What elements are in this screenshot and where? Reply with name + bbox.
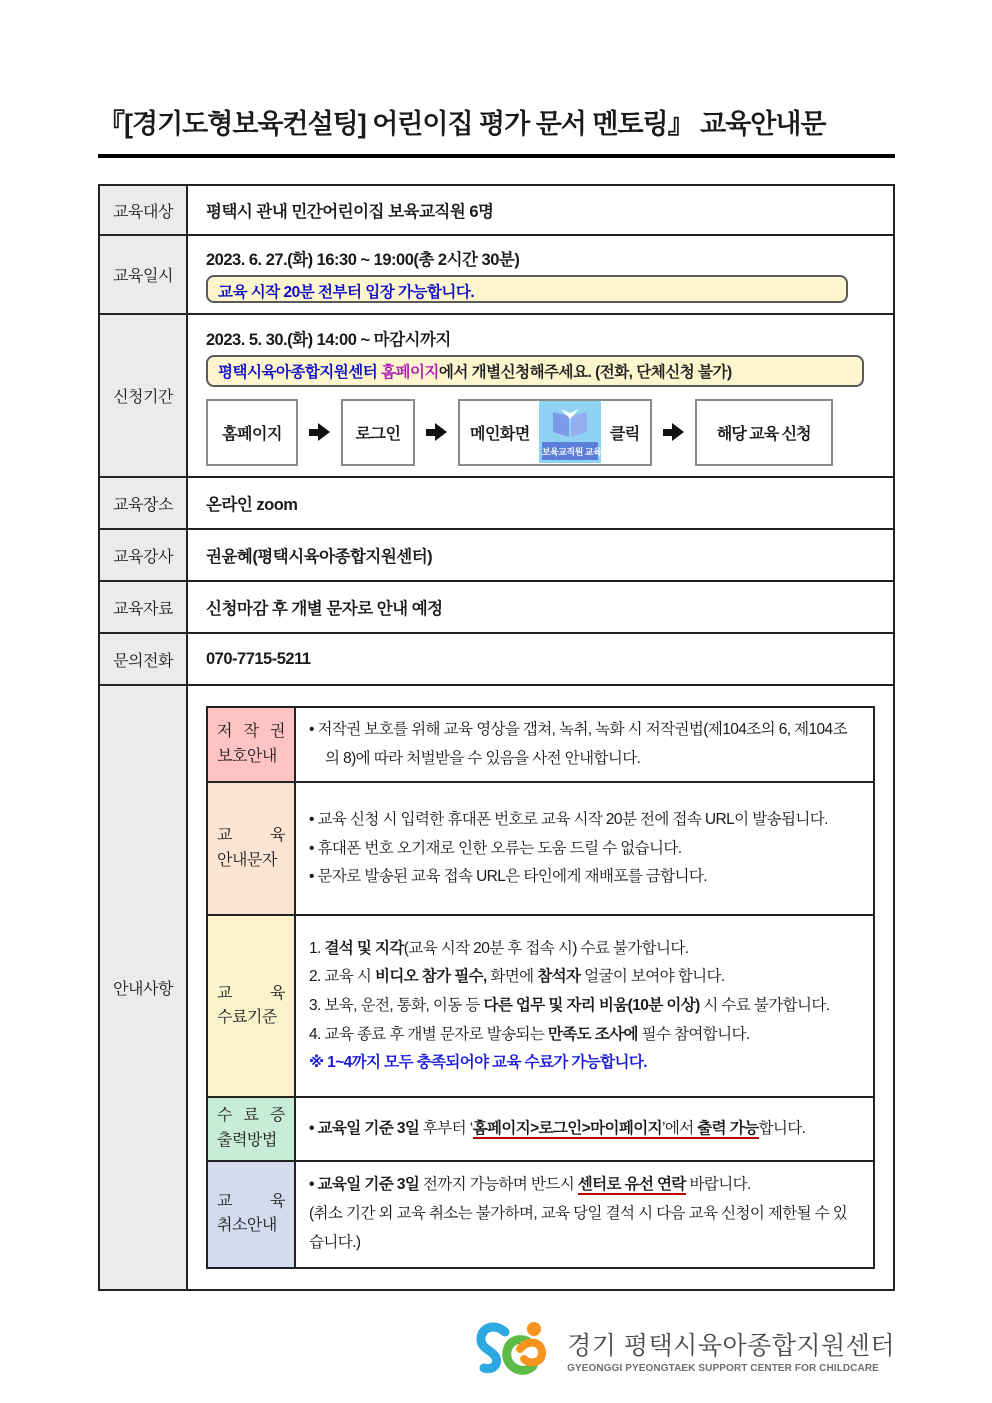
application-flow-diagram	[206, 399, 875, 466]
row-materials-label: 교육자료	[100, 582, 188, 632]
completion-note: ※ 1~4까지 모두 충족되어야 교육 수료가 가능합니다.	[309, 1054, 647, 1072]
education-info-table	[98, 184, 895, 1291]
apply-note-box	[206, 355, 864, 387]
flow-step-main-label: 메인화면	[470, 425, 530, 443]
org-name-english: GYEONGGI PYEONGTAEK SUPPORT CENTER FOR CHILDCARE	[567, 1362, 879, 1374]
instructor-text: 권윤혜(평택시육아종합지원센터)	[206, 548, 433, 566]
cancel-label	[208, 1162, 296, 1267]
guidance-row-copyright	[208, 708, 873, 783]
materials-text: 신청마감 후 개별 문자로 안내 예정	[206, 600, 443, 618]
datetime-text: 2023. 6. 27.(화) 16:30 ~ 19:00(총 2시간 30분)	[206, 251, 520, 269]
guidance-row-certificate	[208, 1098, 873, 1162]
sms-content	[296, 783, 873, 914]
footer	[98, 1318, 895, 1382]
apply-note-homepage: 홈페이지	[381, 363, 439, 381]
row-place-label: 교육장소	[100, 478, 188, 528]
apply-note-center: 평택시육아종합지원센터	[218, 363, 382, 381]
cancel-label-line1: 교 육	[217, 1192, 285, 1210]
row-instructor	[100, 530, 893, 582]
copyright-text: • 저작권 보호를 위해 교육 영상을 갭쳐, 녹취, 녹화 시 저작권법(제104조의 6, 제104조의 8)에 따라 처벌받을 수 있음을 사전 안내합니다.	[309, 721, 847, 767]
apply-note-restriction: (전화, 단체신청 불가)	[595, 363, 732, 381]
completion-item-3: 3. 보육, 운전, 통화, 이동 등 다른 업무 및 자리 비움(10분 이상) 시 수료 불가합니다.	[309, 997, 830, 1014]
document-page	[98, 0, 895, 1382]
completion-label	[208, 916, 296, 1096]
target-text: 평택시 관내 민간어린이집 보육교직원 6명	[206, 203, 494, 221]
row-apply-period-label: 신청기간	[100, 315, 188, 476]
page-title: 『[경기도형보육컨설팅] 어린이집 평가 문서 멘토링』 교육안내문	[98, 102, 895, 158]
flow-step-click-label: 클릭	[609, 425, 640, 443]
sms-bullet-1: • 교육 신청 시 입력한 휴대폰 번호로 교육 시작 20분 전에 접속 URL이 발송됩니다.	[309, 810, 828, 828]
cancel-content	[296, 1162, 873, 1267]
flow-step-homepage	[206, 399, 298, 466]
row-guidance	[100, 686, 893, 1289]
flow-step-login-label: 로그인	[355, 425, 401, 443]
flow-step-apply	[695, 399, 833, 466]
guidance-table	[206, 706, 875, 1269]
copyright-content	[296, 708, 873, 781]
row-phone-value	[188, 634, 893, 684]
row-place-value	[188, 478, 893, 528]
row-apply-period	[100, 315, 893, 478]
row-phone-label: 문의전화	[100, 634, 188, 684]
cancel-extra-text: (취소 기간 외 교육 취소는 불가하며, 교육 당일 결석 시 다음 교육 신청이 제한될 수 있습니다.)	[309, 1205, 848, 1251]
completion-item-1: 1. 결석 및 지각(교육 시작 20분 후 접속 시) 수료 불가합니다.	[309, 939, 689, 957]
sms-label-line2: 안내문자	[217, 851, 277, 869]
arrow-right-icon	[663, 423, 684, 441]
guidance-row-completion	[208, 916, 873, 1098]
guidance-row-sms	[208, 783, 873, 916]
apply-note-text: 에서 개별신청해주세요.	[438, 363, 596, 381]
row-apply-period-value	[188, 315, 893, 476]
phone-text: 070-7715-5211	[206, 649, 311, 668]
row-instructor-value	[188, 530, 893, 580]
sms-bullet-2: • 휴대폰 번호 오기재로 인한 오류는 도움 드릴 수 없습니다.	[309, 839, 682, 857]
row-target-value	[188, 186, 893, 234]
row-datetime	[100, 236, 893, 315]
guidance-row-cancel	[208, 1162, 873, 1267]
completion-label-line2: 수료기준	[217, 1009, 277, 1027]
flow-step-main-click	[458, 399, 652, 466]
entry-note-box	[206, 275, 848, 303]
completion-item-4: 4. 교육 종료 후 개별 문자로 발송되는 만족도 조사에 필수 참여합니다.	[309, 1025, 750, 1043]
certificate-content	[296, 1098, 873, 1160]
sms-label-line1: 교 육	[217, 827, 285, 845]
teacher-education-icon	[539, 401, 601, 463]
certificate-label-line1: 수 료 증	[217, 1107, 285, 1125]
org-name-block	[567, 1326, 895, 1374]
certificate-text: • 교육일 기준 3일 후부터 ‘홈페이지>로그인>마이페이지’에서 출력 가능합니다.	[309, 1119, 806, 1137]
flow-step-login	[341, 399, 415, 466]
sms-bullet-3: • 문자로 발송된 교육 접속 URL은 타인에게 재배포를 금합니다.	[309, 868, 707, 886]
entry-note-text: 교육 시작 20분 전부터 입장 가능합니다.	[218, 284, 475, 301]
arrow-right-icon	[426, 423, 447, 441]
flow-step-homepage-label: 홈페이지	[222, 425, 282, 443]
copyright-label-line2: 보호안내	[217, 747, 277, 765]
row-target-label: 교육대상	[100, 186, 188, 234]
row-materials	[100, 582, 893, 634]
open-book-icon	[550, 405, 590, 441]
row-place	[100, 478, 893, 530]
flow-step-apply-label: 해당 교육 신청	[716, 425, 811, 443]
cancel-label-line2: 취소안내	[217, 1217, 277, 1235]
row-target	[100, 186, 893, 236]
completion-label-line1: 교 육	[217, 984, 285, 1002]
place-text: 온라인 zoom	[206, 496, 298, 514]
sms-label	[208, 783, 296, 914]
copyright-label-line1: 저 작 권	[217, 722, 285, 740]
arrow-right-icon	[309, 423, 330, 441]
row-guidance-label: 안내사항	[100, 686, 188, 1289]
apply-period-text: 2023. 5. 30.(화) 14:00 ~ 마감시까지	[206, 330, 451, 349]
cancel-text: • 교육일 기준 3일 전까지 가능하며 반드시 센터로 유선 연락 바랍니다.	[309, 1176, 751, 1194]
edu-icon-caption: 보육교직원 교육	[542, 442, 598, 460]
org-name-korean: 경기 평택시육아종합지원센터	[567, 1331, 895, 1360]
completion-item-2: 2. 교육 시 비디오 참가 필수, 화면에 참석자 얼굴이 보여야 합니다.	[309, 968, 725, 986]
row-datetime-value	[188, 236, 893, 313]
row-instructor-label: 교육강사	[100, 530, 188, 580]
copyright-label	[208, 708, 296, 781]
completion-content	[296, 916, 873, 1096]
row-materials-value	[188, 582, 893, 632]
row-phone	[100, 634, 893, 686]
certificate-label	[208, 1098, 296, 1160]
org-logo-icon	[475, 1318, 559, 1382]
certificate-label-line2: 출력방법	[217, 1132, 277, 1150]
row-datetime-label: 교육일시	[100, 236, 188, 313]
